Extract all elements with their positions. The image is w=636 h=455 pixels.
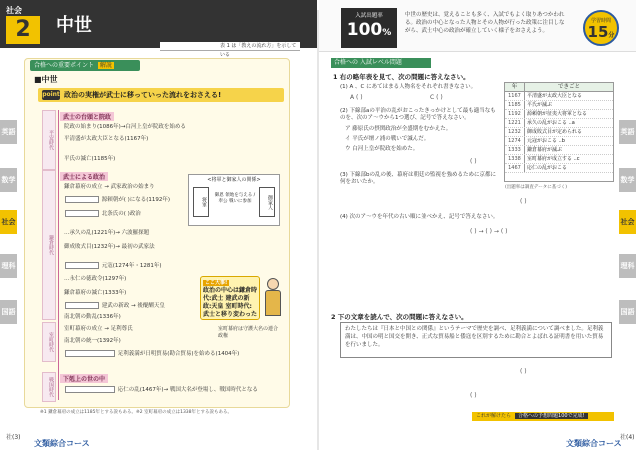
- table-row: 1338 室町幕府が成立する ..c: [505, 155, 613, 164]
- table-row: 1192 源頼朝が征夷大将軍となる: [505, 110, 613, 119]
- brand-left: 文類綜合コース: [34, 439, 90, 448]
- page-number-left: 社(3): [6, 434, 21, 441]
- badge-number: 15分: [587, 23, 615, 41]
- subheading-warrior-rule: 武士による政治: [60, 172, 108, 181]
- answer-field-c[interactable]: C ( ): [430, 94, 443, 101]
- table-header: 年 できごと: [505, 83, 613, 92]
- timeline-row: 平清盛が太政大臣となる(1167年): [64, 136, 149, 142]
- era-kamakura: 鎌倉時代: [42, 170, 56, 320]
- timeline-line: [58, 110, 59, 400]
- option[interactable]: イ 平氏が壇ノ浦の戦いで滅んだ。: [345, 136, 430, 142]
- table-row: 1274 元寇がおこる ..b: [505, 137, 613, 146]
- header-band: [0, 0, 317, 48]
- option[interactable]: ウ 白河上皇が院政を始めた。: [345, 146, 419, 152]
- right-page-header: [319, 0, 636, 52]
- table-row: 1232 御成敗式目が定められる: [505, 128, 613, 137]
- answer-blank[interactable]: [65, 210, 99, 217]
- point-banner: point 政治の実権が武士に移っていった流れをおさえる!: [38, 88, 284, 102]
- timeline-row: 南北朝の統一(1392年): [64, 338, 121, 344]
- answer-blank[interactable]: [65, 302, 99, 309]
- point-icon: point: [42, 91, 60, 98]
- tab-english-right[interactable]: 英語: [619, 120, 636, 144]
- diagram-title: <将軍と御家人の関係>: [207, 177, 261, 183]
- intro-text: 中世の歴史は、覚えることも多く、入試でもよく取りあつかわれる。政治の中心となった人物とその人物が行った政策に注目しながら、武士中心の政治が確立していく様子をおさえよう。: [405, 12, 565, 34]
- timeline-row: 応仁の乱(1467年)→ 戦国大名が登場し、戦国時代となる: [64, 386, 258, 394]
- answer-field[interactable]: ( ): [520, 368, 527, 375]
- brand-right: 文類綜合コース: [566, 439, 622, 448]
- answer-field-a[interactable]: A ( ): [350, 94, 363, 101]
- side-note: 室町幕府は守護大名の連合政権: [218, 326, 279, 339]
- tab-social-right[interactable]: 社会: [619, 210, 636, 234]
- question-1-heading: 1 右の略年表を見て、次の問題に答えなさい。: [333, 73, 470, 81]
- answer-blank[interactable]: [65, 262, 99, 269]
- answer-blank[interactable]: [65, 350, 115, 357]
- table-note: (出題率は調査データに基づく): [505, 185, 568, 190]
- subheading-gekokujo: 下剋上の世の中: [60, 374, 108, 383]
- timeline-row: …永仁の徳政令(1297年): [64, 276, 127, 282]
- timeline-row: 源頼朝が( )になる(1192年): [64, 196, 170, 204]
- chronology-table: [504, 82, 614, 182]
- timeline-row: 鎌倉幕府の滅亡(1333年): [64, 290, 127, 296]
- answer-field[interactable]: ( ): [520, 198, 527, 205]
- tab-science-right[interactable]: 理科: [619, 254, 636, 278]
- badge-label: 学習時間: [590, 18, 611, 24]
- question-2-heading: 2 下の文章を読んで、次の問題に答えなさい。: [331, 313, 468, 321]
- shogun-gokenin-diagram: [188, 174, 280, 226]
- timeline-row: 足利義満が日明貿易(勘合貿易)を始める(1404年): [64, 350, 239, 358]
- table-row: 1467 応仁の乱がおこる: [505, 164, 613, 173]
- table-row: 1221 承久の乱がおこる ..a: [505, 119, 613, 128]
- key-point-callout: [200, 276, 260, 320]
- era-heian: 平安時代: [42, 110, 56, 170]
- reading-passage: わたしたちは『日本と中国との関係』というテーマで歴史を調べ、足利義満について調べました。足利義満は、中国の明と国交を開き、正式な貿易船と倭寇を区別するために勘合とよばれる証明書を用いた貿易を行いました。: [340, 322, 612, 358]
- tab-math-left[interactable]: 数学: [0, 168, 17, 192]
- answer-blank[interactable]: [65, 386, 115, 393]
- timeline-row: 鎌倉幕府の成立 → 武家政治の始まり: [64, 184, 155, 190]
- timeline-row: 平氏の滅亡(1185年): [64, 156, 116, 162]
- callout-text: 政治の中心は鎌倉時代:武士 建武の新政:天皇 室町時代:武士と移り変わった: [203, 287, 258, 318]
- answer-field[interactable]: ( ): [470, 158, 477, 165]
- timeline-row: 北条氏の( )政治: [64, 210, 141, 218]
- question-item: (4) 次のア〜ウを年代の古い順に並べかえ、記号で答えなさい。: [340, 214, 499, 220]
- bottom-callout: これが解けたら 合格への予想問題100で完成!: [472, 412, 614, 421]
- question-item: (2) 下線部aの平治の乱がおこったきっかけとして最も適当なものを、次のア〜ウから1つ選び、記号で答えなさい。: [340, 108, 496, 121]
- section-heading: ■中世: [34, 75, 58, 84]
- timeline-row: 元寇(1274年・1281年): [64, 262, 162, 270]
- answer-blank[interactable]: [65, 196, 99, 203]
- notebook-tag: 合格への重要ポイント 解説: [30, 60, 140, 71]
- teacher-illustration: [262, 278, 284, 318]
- spread-gutter: [317, 10, 319, 450]
- footnote: ※1 鎌倉幕府の成立は1185年とする説もある。※2 室町幕府の成立は1338年とする説もある。: [40, 410, 233, 415]
- diagram-relation: 御恩 領地を与える / 奉公 戦いに参加: [214, 193, 256, 204]
- tab-japanese-left[interactable]: 国語: [0, 300, 17, 324]
- timeline-row: 御成敗式目(1232年)→ 最初の武家法: [64, 244, 155, 250]
- question-item: (3) 下線部bの乱の後、幕府は朝廷の監視を強めるために京都に何をおいたか。: [340, 172, 497, 185]
- page-title: 中世: [56, 15, 92, 36]
- study-time-badge: [583, 10, 619, 46]
- header-ribbon: 表 1 は「教えの流れ方」を示している: [160, 42, 300, 51]
- timeline-row: 建武の新政 → 後醍醐天皇: [64, 302, 165, 310]
- timeline-row: …承久の乱(1221年)→ 六波羅探題: [64, 230, 150, 236]
- order-answer[interactable]: ( ) → ( ) → ( ): [470, 228, 508, 235]
- page-number-right: 社(4): [620, 434, 635, 441]
- era-muromachi: 室町時代: [42, 322, 56, 362]
- left-page-header: [0, 0, 317, 58]
- callout-badge: ここ大事!: [205, 280, 228, 286]
- answer-field[interactable]: ( ): [470, 392, 477, 399]
- subject-label: 社会: [6, 6, 22, 15]
- table-row: 1167 平清盛が太政大臣となる: [505, 92, 613, 101]
- score-value: 100%: [346, 20, 392, 40]
- timeline-row: 室町幕府の成立 → 足利尊氏: [64, 326, 133, 332]
- tab-english-left[interactable]: 英語: [0, 120, 17, 144]
- subheading-rise: 武士の台頭と院政: [60, 112, 114, 121]
- option[interactable]: ア 藤原氏の摂関政治が全盛期をむかえた。: [345, 126, 452, 132]
- tab-japanese-right[interactable]: 国語: [619, 300, 636, 324]
- chapter-number: 2: [6, 16, 40, 44]
- tab-social-left[interactable]: 社会: [0, 210, 17, 234]
- tab-math-right[interactable]: 数学: [619, 168, 636, 192]
- era-sengoku: 戦国時代: [42, 372, 56, 402]
- diagram-shogun: 将軍: [193, 187, 209, 217]
- question-item: (1) A 、C にあてはまる人物名をそれぞれ書きなさい。: [340, 84, 477, 90]
- diagram-gokenin: 御家人: [259, 187, 275, 217]
- score-box: [341, 8, 397, 48]
- tab-science-left[interactable]: 理科: [0, 254, 17, 278]
- exam-section-tag: 合格への 入試レベル問題: [331, 58, 431, 68]
- score-label: 入試出題率: [355, 13, 383, 19]
- table-row: 1333 鎌倉幕府が滅ぶ: [505, 146, 613, 155]
- table-row: 1185 平氏が滅ぶ: [505, 101, 613, 110]
- timeline-row: 南北朝の動乱(1336年): [64, 314, 121, 320]
- timeline-row: 院政の始まり(1086年)→白河上皇が院政を始める: [64, 124, 186, 130]
